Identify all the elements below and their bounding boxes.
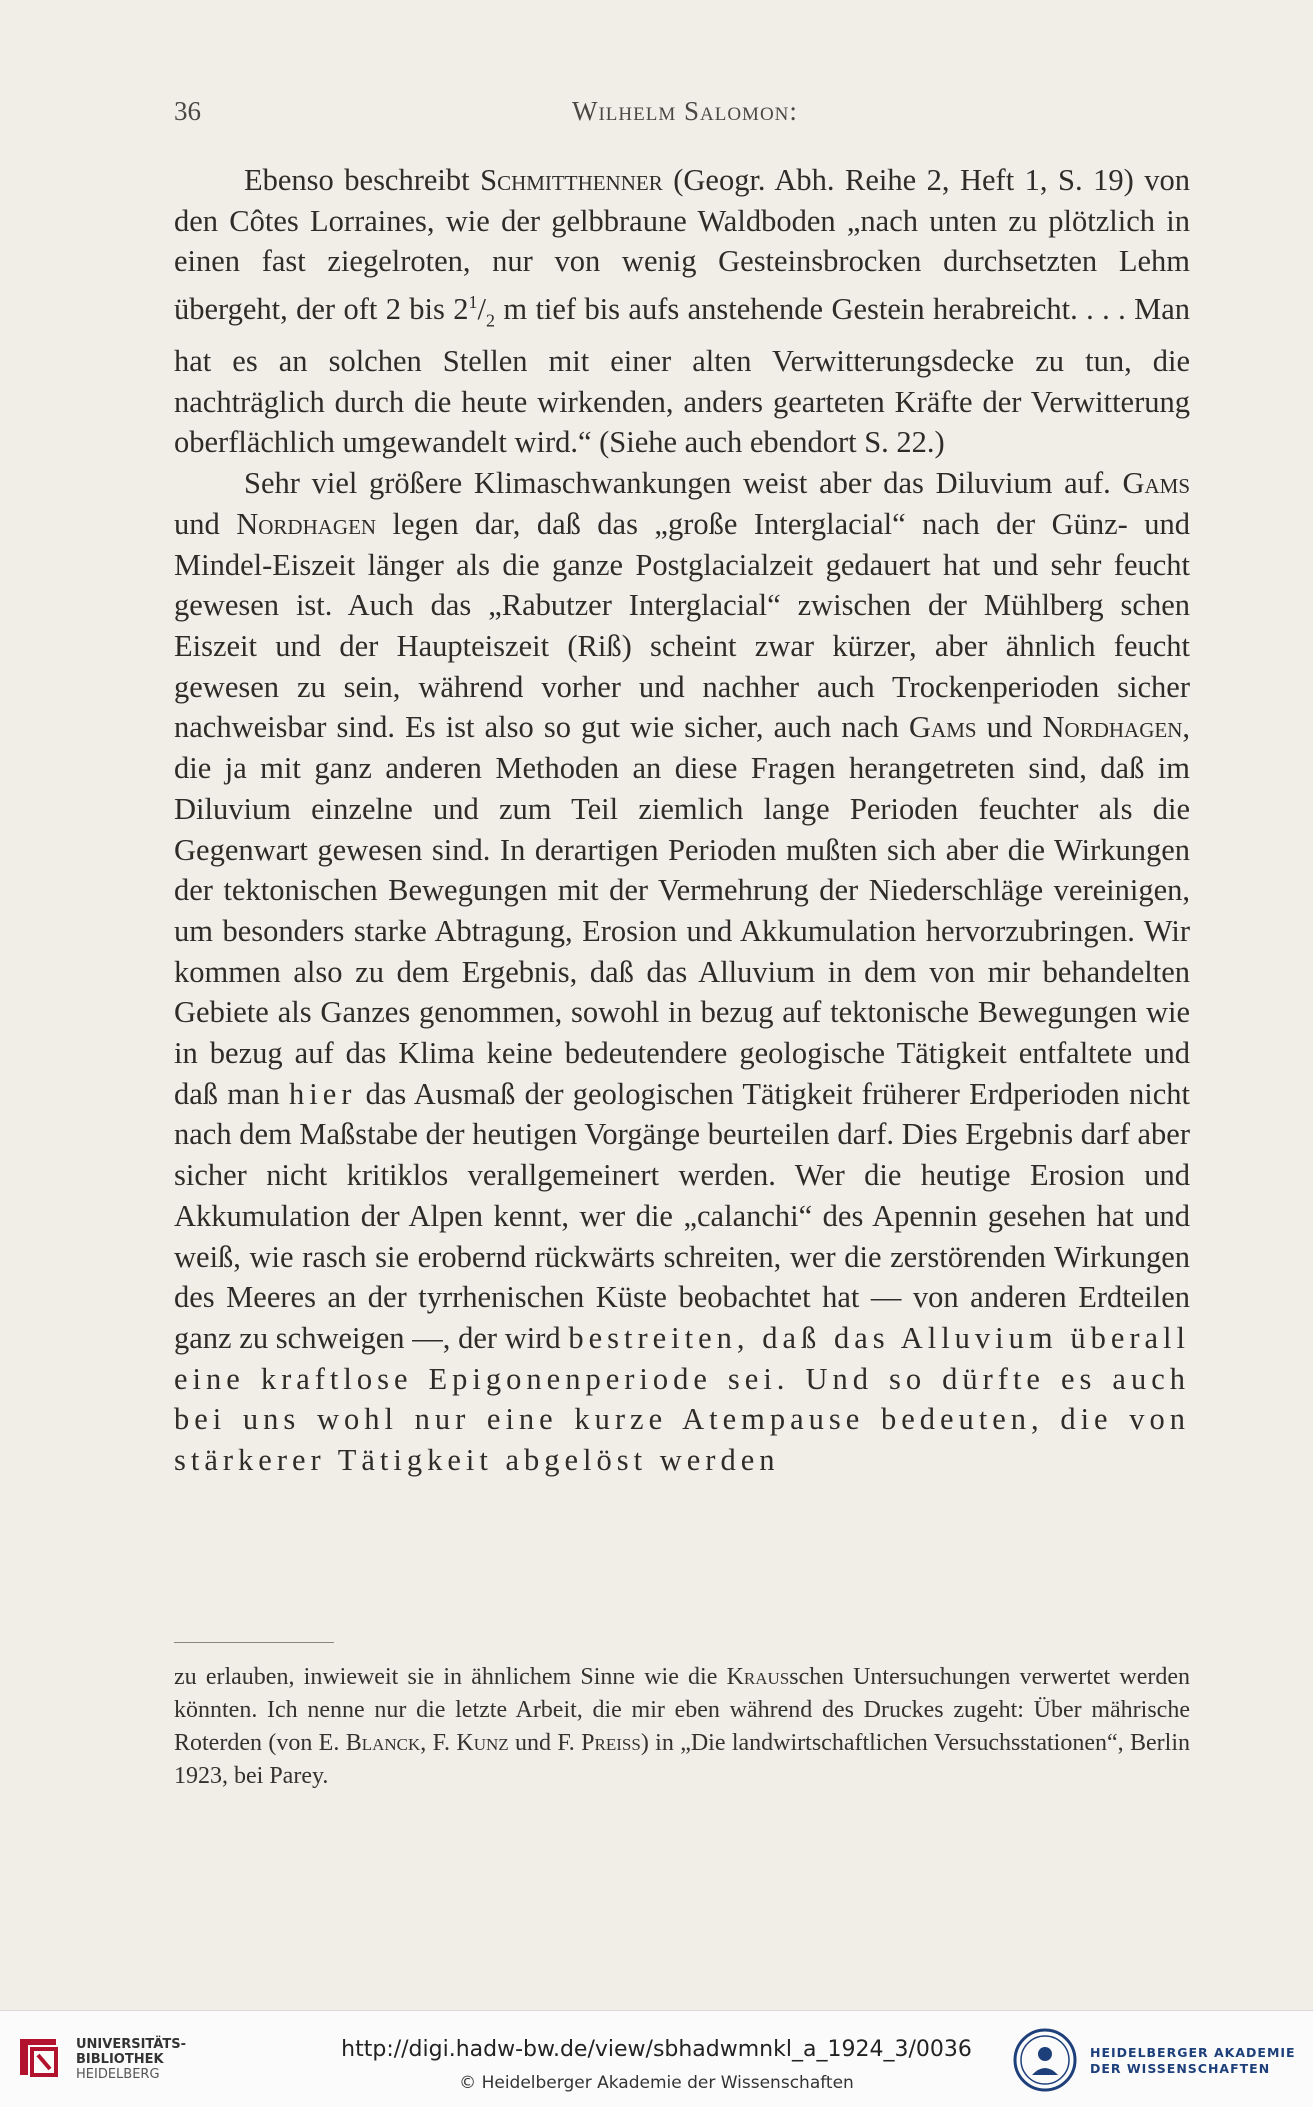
fraction-denominator: 2 (486, 310, 495, 331)
footnote (174, 1661, 1190, 1793)
page-number: 36 (174, 96, 201, 126)
author-name: Gams (909, 710, 977, 745)
emphasis-spaced: bestreiten, daß das Alluvium überall eine kraftlose Epigonenperiode sei. Und so dürfte es auch bei uns wohl nur eine kurze Atempause bedeuten, die von stärkerer Tätigkeit abgelöst werden (174, 1320, 1191, 1478)
text-run: und F. (508, 1730, 582, 1756)
main-text (174, 160, 1190, 1481)
text-run: , die ja mit ganz anderen Methoden an diese Fragen herangetreten sind, daß im Diluvium einzelne und zum Teil ziemlich lange Perioden feuchter als die Gegenwart gewesen sind. In derartigen Perioden mußten sich aber die Wirkungen der tektonischen Bewegungen mit der Vermehrung der Niederschläge vereinigen, um besonders starke Abtragung, Erosion und Akkumulation hervorzubringen. Wir kommen also zu dem Ergebnis, daß das Alluvium in dem von mir behandelten Gebiete als Ganzes genommen, sowohl in bezug auf tektonische Bewegungen wie in bezug auf das Klima keine bedeutendere geologische Tätigkeit entfaltete und daß man (174, 710, 1191, 1111)
text-run: m tief bis aufs anstehende Gestein herabreicht. . . . Man hat es an solchen Stellen mit einer alten Verwitterungsdecke zu tun, die nachträglich durch die heute wirkenden, anders gearteten Kräfte der Verwitterung oberflächlich umgewandelt wird.“ (Siehe auch ebendort S. 22.) (174, 292, 1190, 460)
author-name: Kraus (726, 1664, 790, 1690)
copyright-notice: © Heidelberger Akademie der Wissenschaften (459, 2073, 854, 2093)
academy-name-line: DER WISSENSCHAFTEN (1090, 2061, 1271, 2076)
author-name: Schmitthenner (480, 163, 663, 197)
author-name: Nordhagen (236, 506, 377, 541)
fraction-numerator: 1 (468, 292, 478, 313)
text-run: , F. (420, 1730, 457, 1756)
text-run: schen Untersuchungen verwertet werden könnten. Ich nenne nur die letzte Arbeit, die mir eben während des Druckes zugeht: Über mährische Roterden (von E. (174, 1664, 1190, 1756)
page-header (174, 96, 1193, 136)
academy-seal-icon[interactable] (1012, 2027, 1078, 2093)
author-name: Blanck (345, 1730, 421, 1756)
text-run: Sehr viel größere Klimaschwankungen weist aber das Diluvium auf. (244, 466, 1123, 501)
running-title: Wilhelm Salomon: (572, 96, 798, 126)
footnote-rule (174, 1642, 334, 1643)
library-name-line: UNIVERSITÄTS- (76, 2037, 186, 2052)
text-run: (Geogr. Abh. Reihe 2, Heft 1, S. 19) von den Côtes Lorraines, wie der gelbbraune Waldboden „nach unten zu plötzlich in einen fast ziegelroten, nur von wenig Gesteinsbrocken durchsetzten Lehm übergeht, der oft 2 bis 2 (174, 163, 1190, 327)
author-name: Nordhagen (1042, 710, 1183, 745)
fraction-slash: / (477, 292, 486, 327)
academy-name[interactable] (1090, 2045, 1296, 2077)
text-run: das Ausmaß der geologischen Tätigkeit früherer Erdperioden nicht nach dem Maßstabe der heutigen Vorgänge beurteilen darf. Dies Ergebnis darf aber sicher nicht kritiklos verallgemeinert werden. Wer die heutige Erosion und Akkumulation der Alpen kennt, wer die „calanchi“ des Apennin gesehen hat und weiß, wie rasch sie erobernd rückwärts schreiten, wer die zerstörenden Wirkungen des Meeres an der tyrrhenischen Küste beobachtet hat — von anderen Erdteilen ganz zu schweigen —, der wird (174, 1076, 1190, 1355)
library-name-line: BIBLIOTHEK (76, 2052, 164, 2067)
permalink-url[interactable]: http://digi.hadw-bw.de/view/sbhadwmnkl_a_1924_3/0036 (341, 2037, 972, 2062)
paragraph-2 (174, 463, 1190, 1481)
viewer-footer-bar (0, 2010, 1313, 2107)
emphasis-spaced: hier (288, 1076, 357, 1111)
paragraph-1 (174, 160, 1190, 463)
text-run: und (174, 506, 237, 541)
text-run: ) in „Die landwirtschaftlichen Versuchsstationen“, Berlin 1923, bei Parey. (174, 1730, 1190, 1789)
text-run: Ebenso beschreibt (244, 163, 481, 197)
text-run: zu erlauben, inwieweit sie in ähnlichem Sinne wie die (174, 1664, 727, 1690)
author-name: Kunz (456, 1730, 509, 1756)
library-name-line: HEIDELBERG (76, 2067, 160, 2082)
author-name: Preiss (581, 1730, 641, 1756)
academy-name-line: HEIDELBERGER AKADEMIE (1090, 2045, 1296, 2060)
author-name: Gams (1122, 466, 1190, 501)
text-run: und (976, 710, 1043, 745)
text-run: legen dar, daß das „große Interglacial“ nach der Günz- und Mindel-Eiszeit länger als die ganze Postglacialzeit gedauert hat und sehr feucht gewesen ist. Auch das „Rabutzer Interglacial“ zwischen der Mühlberg schen Eiszeit und der Haupteiszeit (Riß) scheint zwar kürzer, aber ähnlich feucht gewesen zu sein, während vorher und nachher auch Trockenperioden sicher nachweisbar sind. Es ist also so gut wie sicher, auch nach (174, 506, 1190, 745)
